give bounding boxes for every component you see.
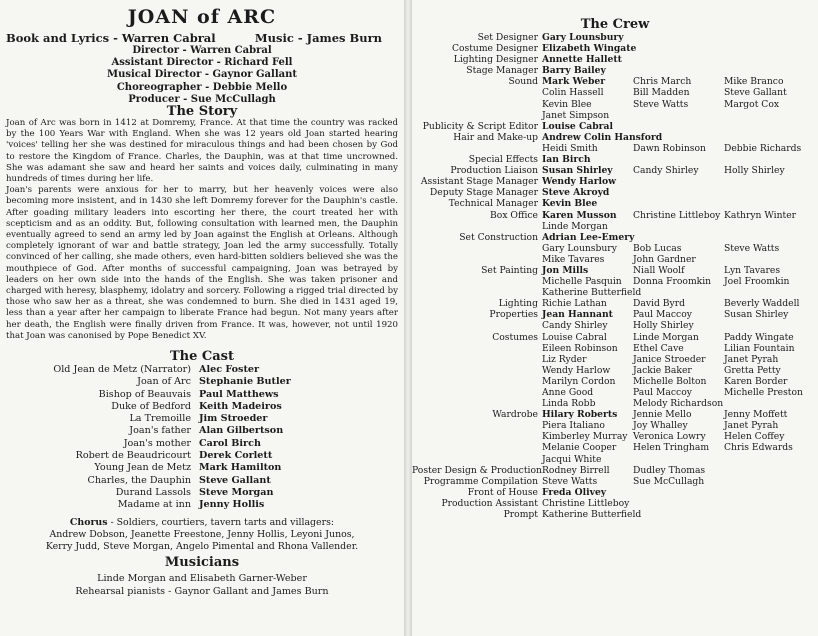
chorus-desc: - Soldiers, courtiers, tavern tarts and villagers: [107, 517, 335, 528]
crew-role [412, 99, 542, 110]
crew-row [412, 354, 818, 365]
crew-member: Janet Pyrah [724, 420, 779, 432]
crew-member: Joy Whalley [633, 420, 688, 432]
crew-role [412, 343, 542, 354]
crew-role: Stage Manager [466, 65, 538, 77]
crew-role: Sound [508, 76, 538, 88]
crew-row [412, 376, 818, 387]
crew-member: Bill Madden [633, 87, 690, 99]
crew-member: Barry Bailey [542, 65, 606, 77]
crew-member: Gary Lounsbury [542, 32, 624, 43]
crew-member: Christine Littleboy [542, 497, 630, 509]
crew-role [412, 254, 542, 265]
crew-row [412, 409, 818, 420]
crew-role: Technical Manager [448, 198, 538, 210]
cast-role: Joan's mother [123, 437, 191, 449]
crew-row [412, 298, 818, 309]
crew-role: Lighting Designer [453, 54, 538, 66]
cast-role: Old Jean de Metz (Narrator) [53, 364, 191, 375]
crew-member: Gretta Petty [724, 364, 781, 376]
cast-actor: Paul Matthews [199, 388, 279, 400]
cast-row [0, 450, 404, 462]
crew-row [412, 132, 818, 143]
crew-row [412, 487, 818, 498]
crew-row [412, 454, 818, 465]
crew-row [412, 431, 818, 442]
cast-role: Joan of Arc [137, 376, 191, 388]
cast-role: Duke of Bedford [111, 400, 191, 412]
crew-role: Poster Design & Production [412, 464, 542, 476]
crew-row [412, 365, 818, 376]
crew-role: Wardrobe [492, 409, 538, 421]
crew-row [412, 254, 818, 265]
crew-member: Liz Ryder [542, 353, 587, 365]
crew-member: Paddy Wingate [724, 331, 794, 343]
crew-member: David Byrd [633, 298, 685, 310]
crew-role: Costume Designer [451, 43, 538, 55]
crew-role: Properties [489, 309, 538, 321]
crew-role: Programme Compilation [423, 475, 538, 487]
crew-row [412, 154, 818, 165]
cast-row [0, 413, 404, 425]
crew-member: Karen Border [724, 375, 788, 387]
crew-member: Chris March [633, 76, 692, 88]
cast-actor: Mark Hamilton [199, 462, 282, 474]
crew-member: Wendy Harlow [542, 176, 617, 188]
left-page [0, 0, 404, 636]
crew-member: Jackie Baker [633, 364, 692, 376]
crew-row [412, 265, 818, 276]
crew-role [412, 276, 542, 287]
crew-member: Kevin Blee [542, 198, 598, 210]
crew-member: Michelle Pasquin [542, 276, 622, 288]
crew-member: Kathryn Winter [724, 209, 797, 221]
crew-role: Front of House [467, 486, 538, 498]
cast-row [0, 364, 404, 376]
crew-row [412, 498, 818, 509]
cast-actor: Steve Morgan [199, 486, 274, 498]
crew-member: Marilyn Cordon [542, 375, 616, 387]
crew-member: Sue McCullagh [633, 475, 705, 487]
crew-role [412, 320, 542, 331]
crew-role: Set Construction [459, 231, 538, 243]
staff-line: Assistant Director - Richard Fell [111, 57, 293, 69]
crew-member: Hilary Roberts [542, 409, 618, 421]
crew-member: Margot Cox [724, 98, 780, 110]
crew-row [412, 232, 818, 243]
staff-line: Musical Director - Gaynor Gallant [107, 69, 297, 81]
cast-heading: The Cast [169, 349, 235, 364]
cast-role: Joan's father [129, 425, 191, 437]
crew-member: Joel Froomkin [724, 276, 790, 288]
cast-role: Madame at inn [117, 499, 191, 511]
crew-member: Linda Robb [542, 398, 596, 410]
crew-member: Steve Watts [542, 475, 598, 487]
crew-member: Andrew Colin Hansford [542, 131, 663, 143]
cast-row [0, 462, 404, 474]
crew-member: Mark Weber [542, 76, 606, 88]
crew-role: Set Designer [477, 32, 538, 43]
crew-row [412, 465, 818, 476]
crew-row [412, 343, 818, 354]
cast-list [0, 364, 404, 512]
crew-row [412, 332, 818, 343]
cast-actor: Steve Gallant [199, 474, 271, 486]
crew-role: Set Painting [481, 264, 538, 276]
crew-role [412, 376, 542, 387]
cast-row [0, 475, 404, 487]
cast-row [0, 425, 404, 437]
crew-member: Karen Musson [542, 209, 617, 221]
story-heading: The Story [166, 104, 238, 119]
crew-row [412, 187, 818, 198]
crew-member: Wendy Harlow [542, 364, 611, 376]
crew-role [412, 431, 542, 442]
crew-row [412, 54, 818, 65]
cast-actor: Derek Corlett [199, 450, 273, 462]
crew-member: Bob Lucas [633, 242, 682, 254]
cast-role: Bishop of Beauvais [98, 388, 191, 400]
crew-row [412, 509, 818, 520]
crew-member: Janice Stroeder [633, 353, 706, 365]
crew-member: Katherine Butterfield [542, 509, 642, 521]
crew-member: Jennie Mello [633, 409, 692, 421]
cast-role: Young Jean de Metz [94, 462, 191, 474]
crew-member: Kimberley Murray [542, 431, 628, 443]
crew-member: Candy Shirley [542, 320, 608, 332]
crew-row [412, 32, 818, 43]
crew-role [412, 420, 542, 431]
crew-role: Special Effects [468, 154, 538, 166]
crew-member: Jenny Moffett [724, 409, 788, 421]
crew-role [412, 354, 542, 365]
crew-role: Deputy Stage Manager [429, 187, 538, 199]
crew-row [412, 309, 818, 320]
page-fold [404, 0, 412, 636]
cast-actor: Stephanie Butler [199, 376, 291, 388]
crew-member: Adrian Lee-Emery [542, 231, 635, 243]
crew-member: Susan Shirley [724, 309, 789, 321]
staff-line: Producer - Sue McCullagh [128, 93, 276, 105]
musicians-heading: Musicians [164, 555, 240, 570]
crew-member: Steve Watts [724, 242, 780, 254]
book-lyrics-credit: Book and Lyrics - Warren Cabral [6, 31, 216, 45]
crew-role [412, 243, 542, 254]
crew-member: Linde Morgan [542, 220, 608, 232]
crew-row [412, 176, 818, 187]
crew-row [412, 110, 818, 121]
crew-role: Lighting [498, 298, 538, 310]
crew-member: Lilian Fountain [724, 342, 795, 354]
crew-row [412, 398, 818, 409]
cast-actor: Keith Madeiros [199, 400, 282, 412]
crew-member: John Gardner [633, 253, 696, 265]
crew-row [412, 420, 818, 431]
crew-role [412, 287, 542, 298]
crew-member: Annette Hallett [542, 54, 622, 66]
crew-row [412, 43, 818, 54]
crew-role: Production Liaison [450, 165, 538, 177]
cast-role: Charles, the Dauphin [87, 474, 191, 486]
crew-member: Chris Edwards [724, 442, 793, 454]
cast-row [0, 389, 404, 401]
crew-row [412, 476, 818, 487]
crew-member: Veronica Lowry [633, 431, 706, 443]
crew-row [412, 320, 818, 331]
crew-role [412, 110, 542, 121]
crew-row [412, 276, 818, 287]
music-credit: Music - James Burn [254, 31, 382, 45]
production-staff [0, 45, 404, 106]
chorus-names: Kerry Judd, Steve Morgan, Angelo Pimental and Rhona Vallender. [45, 541, 359, 552]
crew-row [412, 143, 818, 154]
crew-member: Debbie Richards [724, 142, 802, 154]
crew-member: Jacqui White [542, 453, 602, 465]
crew-role [412, 143, 542, 154]
crew-member: Linde Morgan [633, 331, 699, 343]
cast-actor: Jenny Hollis [199, 499, 265, 511]
crew-member: Melody Richardson [633, 398, 724, 410]
crew-role [412, 221, 542, 232]
crew-member: Steve Akroyd [542, 187, 610, 199]
staff-line: Choreographer - Debbie Mello [116, 81, 288, 93]
musicians-list [0, 572, 404, 598]
crew-member: Lyn Tavares [724, 264, 781, 276]
crew-row [412, 76, 818, 87]
crew-role [412, 387, 542, 398]
cast-row [0, 487, 404, 499]
crew-member: Anne Good [542, 387, 594, 398]
crew-member: Beverly Waddell [724, 298, 800, 310]
crew-member: Janet Simpson [542, 109, 610, 121]
crew-member: Katherine Butterfield [542, 287, 642, 299]
crew-member: Dudley Thomas [633, 464, 706, 476]
crew-member: Rodney Birrell [542, 464, 610, 476]
crew-role [412, 87, 542, 98]
crew-member: Melanie Cooper [542, 442, 617, 454]
crew-member: Ethel Cave [633, 342, 684, 354]
musicians-line: Linde Morgan and Elisabeth Garner-Weber [97, 573, 307, 584]
crew-row [412, 99, 818, 110]
cast-row [0, 376, 404, 388]
crew-member: Paul Maccoy [633, 387, 692, 398]
cast-actor: Jim Stroeder [199, 413, 268, 425]
crew-member: Christine Littleboy [633, 209, 721, 221]
right-page [412, 0, 818, 636]
chorus-label: Chorus [69, 517, 108, 528]
crew-row [412, 210, 818, 221]
crew-member: Niall Woolf [633, 264, 685, 276]
credits-line [6, 31, 394, 45]
crew-member: Jon Mills [542, 264, 589, 276]
cast-actor: Alec Foster [199, 364, 260, 375]
crew-member: Michelle Preston [724, 387, 803, 398]
musicians-line: Rehearsal pianists - Gaynor Gallant and James Burn [75, 586, 329, 597]
crew-role [412, 398, 542, 409]
crew-member: Mike Branco [724, 76, 784, 88]
crew-row [412, 87, 818, 98]
crew-member: Mike Tavares [542, 253, 605, 265]
crew-row [412, 65, 818, 76]
story-paragraph: Joan of Arc was born in 1412 at Domremy, France. At that time the country was racked by the 100 Years War with England. When she was 12 years old Joan started hearing 'voices' telling her she was destined for miraculous things and had been chosen by God to restore the Kingdom of France. Charles, the Dauphin, was at that time uncrowned. She was adamant she saw and heard her saints and voices daily, culminating in many hundreds of times during her life. [6, 118, 398, 185]
crew-member: Kevin Blee [542, 98, 592, 110]
crew-member: Steve Gallant [724, 87, 787, 99]
crew-member: Elizabeth Wingate [542, 43, 637, 55]
crew-list [412, 32, 818, 520]
cast-actor: Carol Birch [199, 437, 261, 449]
crew-member: Helen Tringham [633, 442, 710, 454]
crew-member: Piera Italiano [542, 420, 605, 432]
crew-row [412, 221, 818, 232]
crew-role: Costumes [492, 331, 538, 343]
cast-role: Robert de Beaudricourt [75, 450, 191, 462]
crew-member: Louise Cabral [542, 120, 613, 132]
crew-member: Michelle Bolton [633, 375, 707, 387]
crew-role [412, 454, 542, 465]
crew-role [412, 365, 542, 376]
crew-heading: The Crew [580, 17, 650, 32]
crew-member: Richie Lathan [542, 298, 607, 310]
cast-role: La Tremoille [129, 413, 191, 425]
crew-member: Holly Shirley [724, 165, 785, 177]
crew-role: Hair and Make-up [453, 131, 538, 143]
cast-actor: Alan Gilbertson [199, 425, 284, 437]
cast-row [0, 499, 404, 511]
crew-row [412, 165, 818, 176]
crew-member: Ian Birch [542, 154, 591, 166]
crew-member: Susan Shirley [542, 165, 613, 177]
crew-member: Freda Olivey [542, 486, 607, 498]
crew-member: Holly Shirley [633, 320, 694, 332]
crew-role: Production Assistant [441, 497, 538, 509]
crew-member: Colin Hassell [542, 87, 604, 99]
crew-member: Heidi Smith [542, 142, 598, 154]
crew-row [412, 287, 818, 298]
crew-row [412, 442, 818, 453]
crew-row [412, 387, 818, 398]
staff-line: Director - Warren Cabral [132, 45, 272, 56]
chorus-credits [0, 517, 404, 553]
crew-row [412, 243, 818, 254]
crew-role: Box Office [490, 209, 538, 221]
cast-role: Durand Lassols [115, 486, 191, 498]
show-title: JOAN of ARC [127, 6, 277, 28]
crew-member: Donna Froomkin [633, 276, 712, 288]
crew-role: Publicity & Script Editor [422, 120, 538, 132]
cast-row [0, 438, 404, 450]
story-text [6, 118, 398, 342]
crew-role: Assistant Stage Manager [420, 176, 538, 188]
story-paragraph: Joan's parents were anxious for her to marry, but her heavenly voices were also becoming more insistent, and in 1430 she left Domremy forever for the Dauphin's castle. After goading military leaders into escorting her there, the court treated her with scepticism and as an oddity. But, following consultation with learned men, the Dauphin eventually agreed to send an army led by Joan against the English at Orleans. Although completely ignorant of war and battle strategy, Joan led the army successfully. Totally convinced of her calling, she made others, even hard-bitten soldiers believed she was the mouthpiece of God. After months of successful campaigning, Joan was betrayed by leaders on her own side into the hands of the English. She was taken prisoner and charged with heresy, blasphemy, idolatry and sorcery. Following a rigged trial directed by those who saw her as a threat, she was condemned to burn. She died in 1431 aged 19, less than a year after her campaign to liberate France had begun. Not many years after her death, the English were finally driven from France. It was, however, not until 1920 that Joan was canonised by Pope Benedict XV. [6, 185, 398, 341]
crew-member: Paul Maccoy [633, 309, 692, 321]
crew-member: Helen Coffey [724, 431, 785, 443]
crew-member: Louise Cabral [542, 331, 607, 343]
crew-member: Eileen Robinson [542, 342, 618, 354]
crew-member: Gary Lounsbury [542, 242, 617, 254]
chorus-names: Andrew Dobson, Jeanette Freestone, Jenny Hollis, Leyoni Junos, [49, 529, 355, 540]
crew-row [412, 198, 818, 209]
crew-member: Dawn Robinson [633, 142, 706, 154]
crew-role [412, 442, 542, 453]
crew-member: Janet Pyrah [724, 353, 779, 365]
crew-member: Jean Hannant [542, 309, 613, 321]
crew-member: Candy Shirley [633, 165, 699, 177]
crew-member: Steve Watts [633, 98, 689, 110]
crew-role: Prompt [503, 509, 538, 521]
crew-row [412, 121, 818, 132]
cast-row [0, 401, 404, 413]
